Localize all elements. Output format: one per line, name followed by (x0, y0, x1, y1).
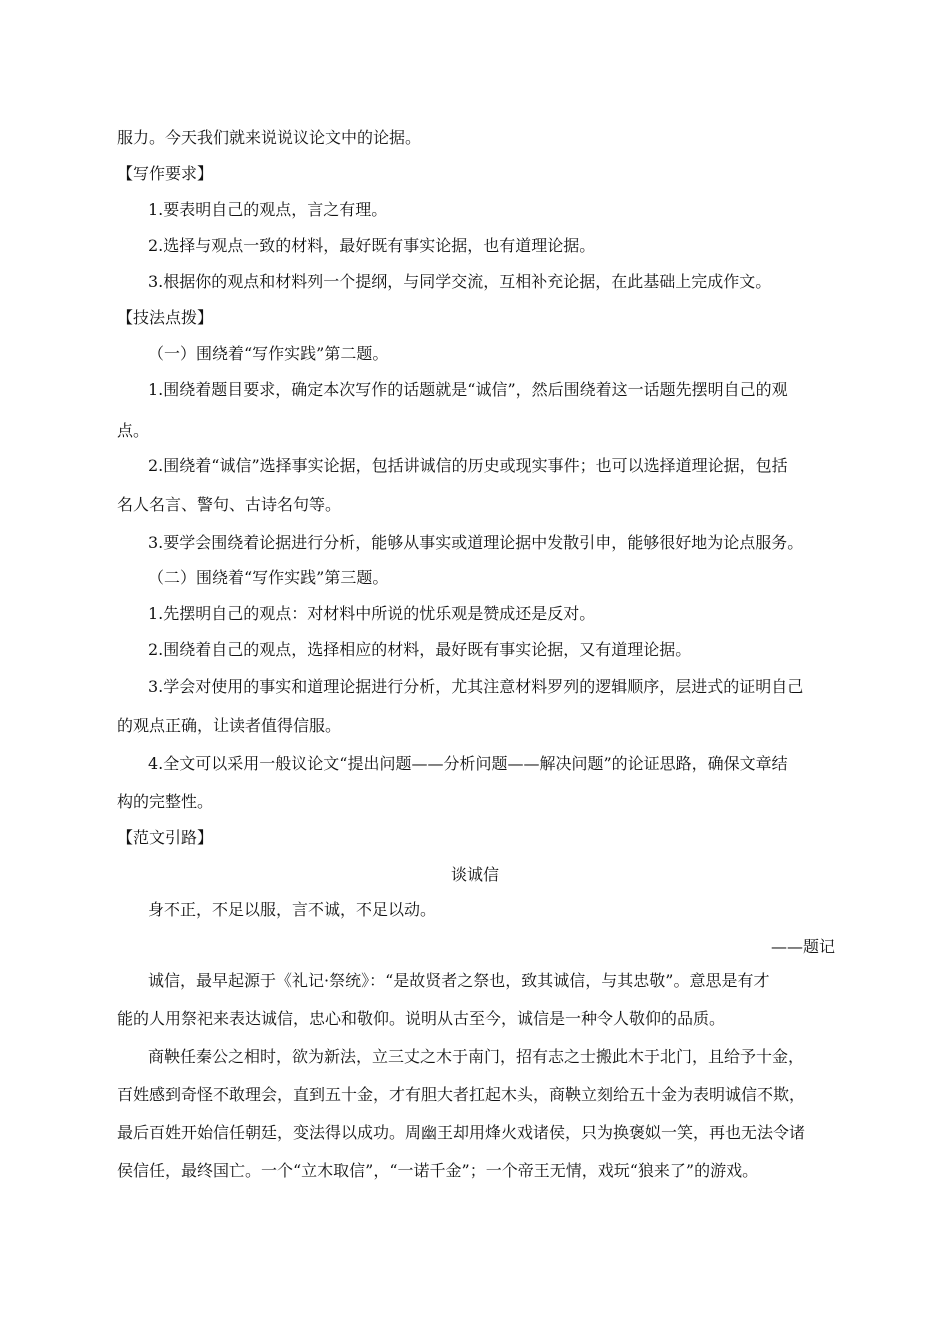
model-essay-heading: 【范文引路】 (117, 828, 214, 847)
requirement-item-2: 2.选择与观点一致的材料，最好既有事实论据，也有道理论据。 (148, 236, 596, 255)
essay-para2-line4: 侯信任，最终国亡。一个“立木取信”，“一诺千金”；一个帝王无情，戏玩“狼来了”的游戏。 (117, 1161, 759, 1180)
part1-item3: 3.要学会围绕着论据进行分析，能够从事实或道理论据中发散引申，能够很好地为论点服务。 (148, 533, 804, 552)
writing-requirements-heading: 【写作要求】 (117, 164, 214, 183)
requirement-item-3: 3.根据你的观点和材料列一个提纲，与同学交流，互相补充论据，在此基础上完成作文。 (148, 272, 772, 291)
techniques-heading: 【技法点拨】 (117, 308, 214, 327)
part2-item2: 2.围绕着自己的观点，选择相应的材料，最好既有事实论据，又有道理论据。 (148, 640, 692, 659)
epigraph-source: ——题记 (770, 937, 835, 956)
essay-para2-line2: 百姓感到奇怪不敢理会，直到五十金，才有胆大者扛起木头，商鞅立刻给五十金为表明诚信不欺， (117, 1085, 806, 1104)
requirement-item-1: 1.要表明自己的观点，言之有理。 (148, 200, 388, 219)
part2-item3-line1: 3.学会对使用的事实和道理论据进行分析，尤其注意材料罗列的逻辑顺序，层进式的证明自己 (148, 677, 804, 696)
essay-para2-line3: 最后百姓开始信任朝廷，变法得以成功。周幽王却用烽火戏诸侯，只为换褒姒一笑，再也无法令诸 (117, 1123, 806, 1142)
part1-item2-line2: 名人名言、警句、古诗名句等。 (117, 495, 342, 514)
part1-item2-line1: 2.围绕着“诚信”选择事实论据，包括讲诚信的历史或现实事件；也可以选择道理论据，包括 (148, 456, 788, 475)
intro-line: 服力。今天我们就来说说议论文中的论据。 (117, 128, 422, 147)
part1-item1-line2: 点。 (117, 421, 150, 440)
part1-item1-line1: 1.围绕着题目要求，确定本次写作的话题就是“诚信”，然后围绕着这一话题先摆明自己的观 (148, 380, 788, 399)
part2-item4-line1: 4.全文可以采用一般议论文“提出问题——分析问题——解决问题”的论证思路，确保文章结 (148, 754, 788, 773)
part2-item4-line2: 构的完整性。 (117, 792, 214, 811)
essay-epigraph: 身不正，不足以服，言不诚，不足以动。 (148, 900, 437, 919)
essay-para1-line1: 诚信，最早起源于《礼记·祭统》：“是故贤者之祭也，致其诚信，与其忠敬”。意思是有才 (148, 971, 770, 990)
part2-item1: 1.先摆明自己的观点：对材料中所说的忧乐观是赞成还是反对。 (148, 604, 596, 623)
essay-para2-line1: 商鞅任秦公之相时，欲为新法，立三丈之木于南门，招有志之士搬此木于北门，且给予十金， (148, 1047, 805, 1066)
part2-title: （二）围绕着“写作实践”第三题。 (148, 568, 389, 587)
part1-title: （一）围绕着“写作实践”第二题。 (148, 344, 389, 363)
part2-item3-line2: 的观点正确，让读者值得信服。 (117, 716, 342, 735)
essay-title: 谈诚信 (450, 865, 499, 884)
essay-para1-line2: 能的人用祭祀来表达诚信，忠心和敬仰。说明从古至今，诚信是一种令人敬仰的品质。 (117, 1009, 726, 1028)
